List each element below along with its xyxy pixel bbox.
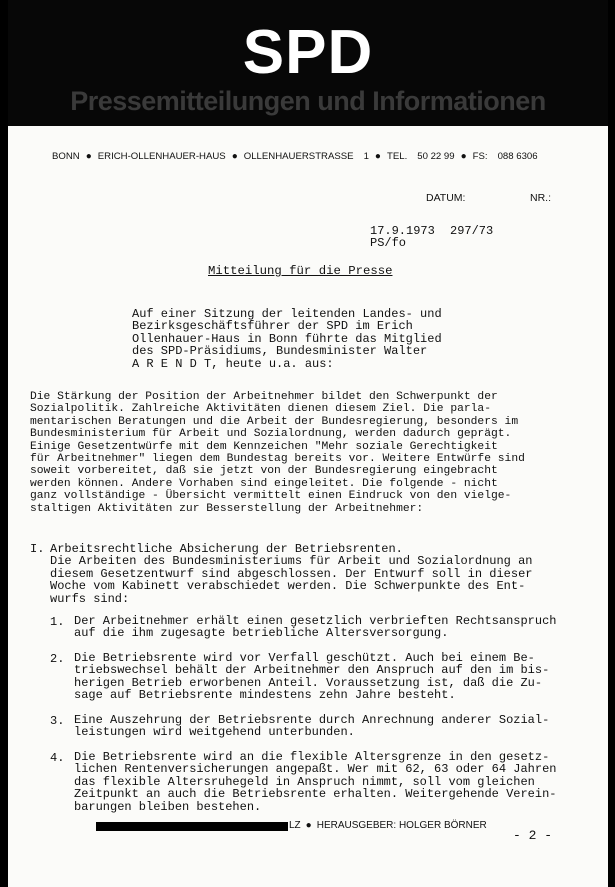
list-item-line: triebswechsel behält der Arbeitnehmer den Anspruch auf den im bis- [74, 663, 550, 678]
address-building: ERICH-OLLENHAUER-HAUS [97, 151, 226, 162]
address-city: BONN [52, 151, 80, 162]
release-initials: PS/fo [370, 236, 407, 250]
list-item-line: barungen bleiben bestehen. [74, 799, 262, 814]
section-line: Die Arbeiten des Bundesministeriums für Arbeit und Sozialordnung an [50, 554, 533, 569]
nr-label: NR.: [530, 192, 551, 204]
datum-label: DATUM: [426, 192, 466, 204]
body-line: werden können. Andere Vorhaben sind eingeleitet. Die folgende - nicht [30, 477, 498, 490]
intro-line: Auf einer Sitzung der leitenden Landes- und [132, 307, 442, 321]
section-heading: Arbeitsrechtliche Absicherung der Betriebsrenten. [50, 542, 403, 556]
letterhead-subtitle: Pressemitteilungen und Informationen [70, 86, 546, 116]
list-item-number: 3. [50, 714, 65, 728]
section-line: wurfs sind: [50, 591, 130, 606]
list-item-line: Eine Auszehrung der Betriebsrente durch Anrechnung anderer Sozial- [74, 713, 550, 727]
list-item-number: 1. [50, 615, 65, 629]
address-street-number: 1 [363, 151, 369, 162]
body-line: Die Stärkung der Position der Arbeitnehmer bildet den Schwerpunkt der [30, 391, 498, 403]
page-number: - 2 - [513, 828, 553, 843]
section-number: I. [30, 542, 45, 556]
intro-line: Bezirksgeschäftsführer der SPD im Erich [132, 319, 413, 334]
bullet-icon: ● [231, 151, 238, 162]
letterhead-banner [8, 0, 608, 126]
list-item-line: lichen Rentenversicherungen angepaßt. Wer mit 62, 63 oder 64 Jahren [74, 762, 557, 777]
tel-number: 50 22 99 [417, 151, 455, 162]
tel-label: TEL. [386, 151, 408, 162]
section-line: diesem Gesetzentwurf sind abgeschlossen. Der Entwurf soll in dieser [50, 566, 533, 581]
spd-logo: SPD [242, 18, 374, 87]
list-item-line: sage auf Betriebsrente mindestens zehn Jahre besteht. [74, 688, 456, 703]
intro-line: des SPD-Präsidiums, Bundesminister Walter [132, 344, 428, 359]
footer-publisher-label: HERAUSGEBER: HOLGER BÖRNER [316, 820, 487, 831]
address-street: OLLENHAUERSTRASSE [243, 151, 354, 162]
footer-publisher-tail: LZ [289, 820, 301, 831]
footer-publisher [289, 820, 487, 831]
intro-line: A R E N D T, heute u.a. aus: [132, 356, 334, 371]
bullet-icon: ● [85, 151, 92, 162]
list-item-line: das flexible Altersruhegeld in Anspruch nimmt, soll vom gleichen [74, 774, 535, 789]
address-line [52, 151, 592, 162]
list-item-line: auf die ihm zugesagte betriebliche Altersversorgung. [74, 626, 449, 641]
body-line: soweit vorbereitet, daß sie jetzt von der Bundesregierung eingebracht [30, 465, 498, 478]
release-number: 297/73 [450, 224, 494, 238]
list-item-number: 2. [50, 652, 65, 666]
body-line: Sozialpolitik. Zahlreiche Aktivitäten dienen diesem Ziel. Die parla- [30, 403, 491, 416]
intro-line: Ollenhauer-Haus in Bonn führte das Mitglied [132, 331, 442, 346]
list-item-line: Zeitpunkt an auch die Betriebsrente erhalten. Weitergehende Verein- [74, 787, 557, 802]
list-item-line: herigen Betrieb erworbenen Anteil. Voraussetzung ist, daß die Zu- [74, 675, 543, 690]
body-line: mentarischen Beratungen und die Arbeit der Bundesregierung, besonders im [30, 415, 519, 428]
body-line: Einige Gesetzentwürfe mit dem Kennzeichen "Mehr soziale Gerechtigkeit [30, 440, 498, 453]
body-line: staltigen Aktivitäten zur Besserstellung der Arbeitnehmer: [30, 502, 424, 515]
bullet-icon: ● [374, 151, 381, 162]
list-item-line: leistungen wird weitgehend unterbunden. [74, 725, 355, 740]
body-line: für Arbeitnehmer" liegen dem Bundestag bereits vor. Weitere Entwürfe sind [30, 453, 525, 465]
bullet-icon: ● [305, 820, 312, 831]
release-date: 17.9.1973 [370, 224, 435, 238]
section-line: Woche vom Kabinett verabschiedet werden. Die Schwerpunkte des Ent- [50, 579, 526, 594]
body-line: Bundesministerium für Arbeit und Sozialordnung, werden dadurch geprägt. [30, 428, 512, 441]
fs-number: 088 6306 [497, 151, 538, 162]
bullet-icon: ● [460, 151, 467, 162]
fs-label: FS: [472, 151, 488, 162]
list-item-line: Die Betriebsrente wird an die flexible Altersgrenze in den gesetz- [74, 750, 550, 764]
redaction-bar [96, 822, 288, 831]
document-title: Mitteilung für die Presse [208, 264, 393, 278]
list-item-number: 4. [50, 751, 65, 765]
list-item-line: Der Arbeitnehmer erhält einen gesetzlich verbrieften Rechtsanspruch [74, 614, 557, 628]
list-item-line: Die Betriebsrente wird vor Verfall geschützt. Auch bei einem Be- [74, 651, 535, 665]
body-line: ganz vollständige - Übersicht vermittelt einen Eindruck von den vielge- [30, 490, 512, 503]
press-release-page [8, 0, 608, 887]
